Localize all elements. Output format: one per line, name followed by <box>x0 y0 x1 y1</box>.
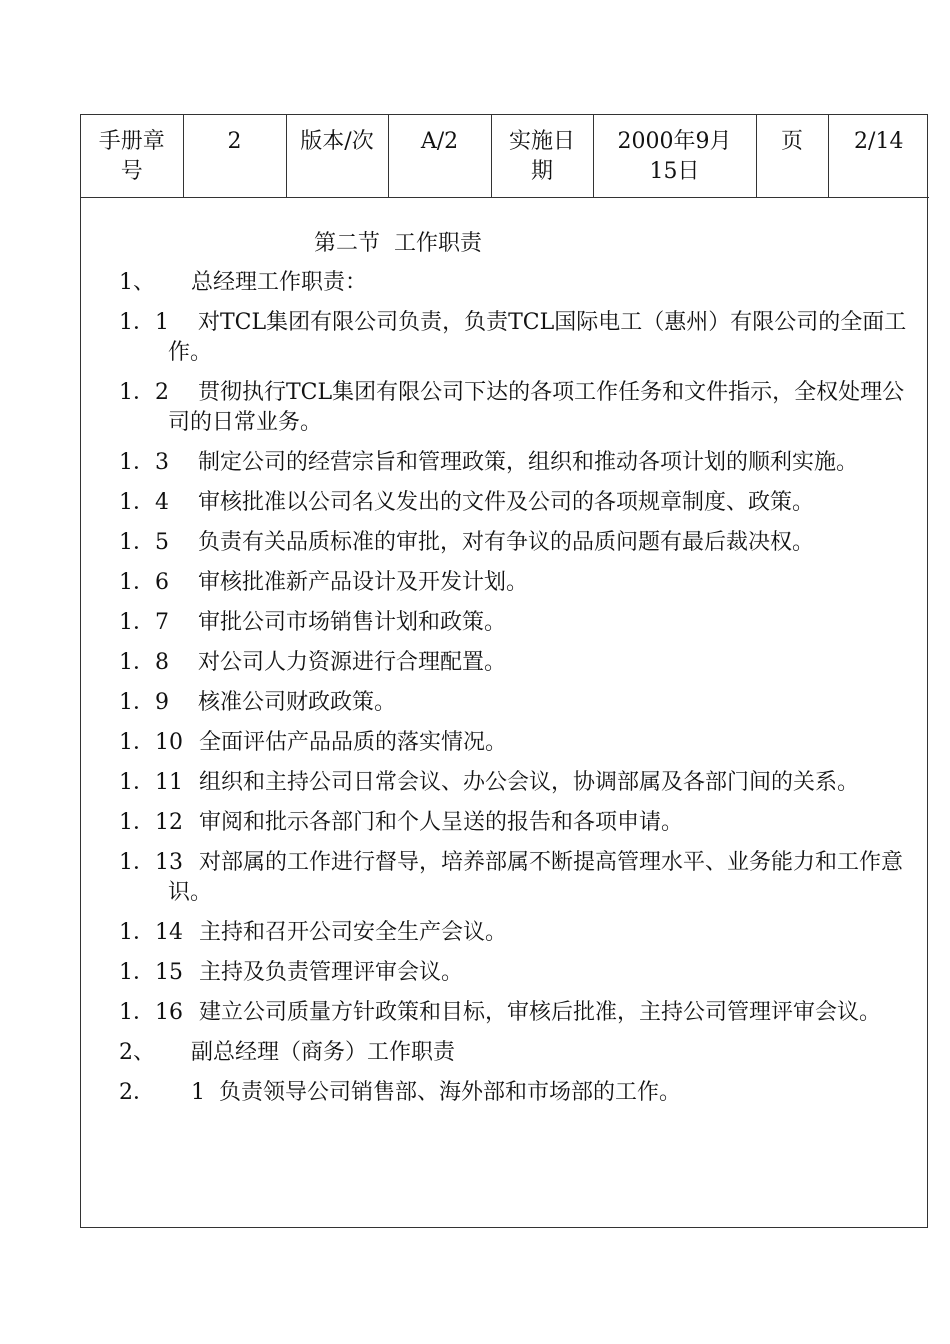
section-title: 第二节 工作职责 <box>314 230 482 256</box>
list-item <box>119 808 919 838</box>
item-text: 审核批准以公司名义发出的文件及公司的各项规章制度、政策。 <box>198 489 815 515</box>
list-item <box>119 568 919 598</box>
list-item <box>119 378 919 438</box>
item-text: 主持和召开公司安全生产会议。 <box>199 919 508 945</box>
list-item <box>119 648 919 678</box>
item-number: 1．15 <box>119 959 183 985</box>
list-item <box>119 608 919 638</box>
manual-label: 手册章号 <box>81 115 183 197</box>
list-item <box>119 768 919 798</box>
item-text: 贯彻执行TCL集团有限公司下达的各项工作任务和文件指示，全权处理公司的日常业务。 <box>168 379 905 435</box>
item-number: 1．14 <box>119 919 183 945</box>
heading-general-manager <box>119 268 919 298</box>
list-item <box>119 728 919 758</box>
item-text: 建立公司质量方针政策和目标，审核后批准，主持公司管理评审会议。 <box>199 999 882 1025</box>
item-text: 审批公司市场销售计划和政策。 <box>198 609 507 635</box>
header-table <box>81 115 929 198</box>
item-number: 1．12 <box>119 809 183 835</box>
item-sub-number: 1 <box>191 1079 205 1105</box>
item-text: 全面评估产品品质的落实情况。 <box>199 729 508 755</box>
version-label: 版本/次 <box>286 115 388 197</box>
list-item <box>119 958 919 988</box>
page-value: 2/14 <box>828 115 929 197</box>
list-item <box>119 448 919 478</box>
list-item <box>119 998 919 1028</box>
item-text: 制定公司的经营宗旨和管理政策，组织和推动各项计划的顺利实施。 <box>198 449 859 475</box>
item-number: 1．7 <box>119 609 169 635</box>
item-number: 1．4 <box>119 489 169 515</box>
item-text: 对公司人力资源进行合理配置。 <box>198 649 507 675</box>
duty-list <box>119 268 919 1118</box>
item-number: 1．1 <box>119 309 169 335</box>
item-number: 1．16 <box>119 999 183 1025</box>
item-number: 1．9 <box>119 689 169 715</box>
item-text: 对部属的工作进行督导，培养部属不断提高管理水平、业务能力和工作意识。 <box>168 849 904 905</box>
list-item <box>119 918 919 948</box>
item-number: 1．3 <box>119 449 169 475</box>
item-text: 审核批准新产品设计及开发计划。 <box>198 569 529 595</box>
heading-text: 总经理工作职责： <box>191 269 368 295</box>
list-item <box>119 488 919 518</box>
date-value: 2000年9月15日 <box>593 115 756 197</box>
manual-value: 2 <box>183 115 286 197</box>
heading-number: 2、 <box>119 1039 155 1065</box>
version-value: A/2 <box>388 115 491 197</box>
item-number: 1．13 <box>119 849 183 875</box>
item-number: 1．5 <box>119 529 169 555</box>
heading-text: 副总经理（商务）工作职责 <box>191 1039 456 1065</box>
item-number: 1．6 <box>119 569 169 595</box>
list-item <box>119 308 919 368</box>
item-number: 2． <box>119 1079 155 1105</box>
item-number: 1．8 <box>119 649 169 675</box>
item-number: 1．11 <box>119 769 183 795</box>
list-item <box>119 848 919 908</box>
item-text: 负责领导公司销售部、海外部和市场部的工作。 <box>219 1079 682 1105</box>
item-number: 1．2 <box>119 379 169 405</box>
heading-number: 1、 <box>119 269 155 295</box>
date-label: 实施日期 <box>491 115 593 197</box>
document-page <box>80 114 928 1228</box>
item-text: 主持及负责管理评审会议。 <box>199 959 464 985</box>
item-text: 对TCL集团有限公司负责，负责TCL国际电工（惠州）有限公司的全面工作。 <box>168 309 907 365</box>
page-label: 页 <box>756 115 828 197</box>
item-number: 1．10 <box>119 729 183 755</box>
heading-deputy-manager <box>119 1038 919 1068</box>
list-item <box>119 688 919 718</box>
list-item-2-1 <box>119 1078 919 1108</box>
item-text: 组织和主持公司日常会议、办公会议，协调部属及各部门间的关系。 <box>199 769 860 795</box>
list-item <box>119 528 919 558</box>
item-text: 核准公司财政政策。 <box>198 689 397 715</box>
item-text: 负责有关品质标准的审批，对有争议的品质问题有最后裁决权。 <box>198 529 815 555</box>
item-text: 审阅和批示各部门和个人呈送的报告和各项申请。 <box>199 809 684 835</box>
